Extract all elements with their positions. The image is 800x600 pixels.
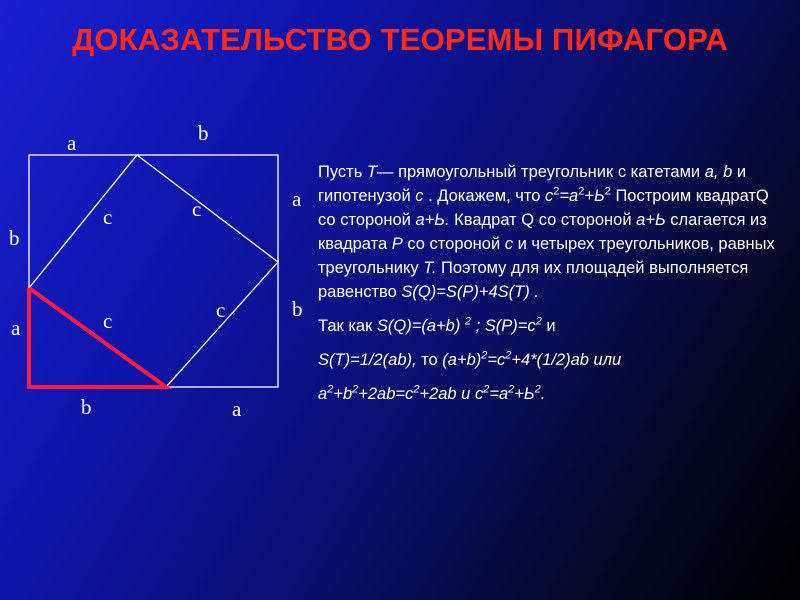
text-run: ; S(P)=c [471, 317, 536, 335]
text-run: и гипотенузой [318, 163, 747, 205]
superscript: 2 [413, 383, 420, 396]
proof-paragraph-2 [318, 314, 788, 338]
text-run: c [504, 235, 514, 253]
text-run: a, b [704, 163, 733, 181]
superscript: 2 [505, 349, 512, 362]
proof-paragraph-3 [318, 348, 788, 372]
text-run: Квадрат Q со стороной [449, 211, 637, 229]
text-run: S(T)=1/2(ab), [318, 351, 417, 369]
superscript: 2 [508, 383, 515, 396]
text-run: Построим квадратQ со стороной [318, 187, 769, 229]
label-top-b: b [198, 121, 209, 145]
text-run: +2ab=c [358, 385, 414, 403]
text-run: и четырех треугольников, равных треугольнику [318, 235, 775, 277]
label-c-top-right: c [192, 197, 202, 221]
superscript: 2 [483, 383, 490, 396]
text-run: =c [487, 351, 506, 369]
superscript: 2 [535, 315, 542, 328]
superscript: 2 [604, 185, 611, 198]
superscript: 2 [481, 349, 488, 362]
text-run: то [416, 351, 443, 369]
text-run: =a [489, 385, 509, 403]
label-left-b: b [9, 226, 20, 250]
text-run: a+Ь [636, 211, 666, 229]
text-run: +4*(1/2)ab или [511, 351, 622, 369]
text-run: T. [423, 259, 437, 277]
text-run: и [541, 317, 556, 335]
figure-drawing [0, 0, 320, 600]
superscript: 2 [534, 383, 541, 396]
text-run: S(Q)=S(P)+4S(T) . [401, 283, 539, 301]
text-run: . Докажем, что [423, 187, 546, 205]
text-run: T [366, 163, 378, 181]
proof-paragraph-4 [318, 382, 788, 406]
label-c-bottom-right: c [216, 298, 226, 322]
text-run: со стороной [402, 235, 505, 253]
text-run: P [391, 235, 403, 253]
label-right-b: b [292, 297, 303, 321]
text-run: +b [333, 385, 353, 403]
text-run: c [415, 187, 424, 205]
text-run: a [318, 385, 328, 403]
label-right-a: a [292, 187, 302, 211]
proof-paragraph-1 [318, 160, 788, 304]
text-run: +2ab и c [419, 385, 484, 403]
label-top-a: a [67, 131, 77, 155]
text-run: =a [559, 187, 579, 205]
label-c-top-left: c [103, 205, 113, 229]
slide-title: ДОКАЗАТЕЛЬСТВО ТЕОРЕМЫ ПИФАГОРА [72, 22, 728, 57]
text-run: S(Q)=(a+b) [376, 317, 465, 335]
superscript: 2 [553, 185, 560, 198]
inner-square-P [29, 155, 278, 387]
label-bottom-b: b [81, 395, 92, 419]
label-left-a: a [11, 316, 21, 340]
superscript: 2 [327, 383, 334, 396]
text-run: Пусть [318, 163, 367, 181]
label-c-bottom-left: c [103, 309, 113, 333]
text-run: Так как [318, 317, 377, 335]
superscript: 2 [352, 383, 359, 396]
proof-text [318, 160, 788, 416]
text-run: . [540, 385, 546, 403]
outer-square-Q [29, 155, 278, 387]
text-run: (a+b) [442, 351, 482, 369]
text-run: a+Ь. [415, 211, 450, 229]
pythagoras-figure [0, 0, 320, 600]
text-run: +Ь [514, 385, 535, 403]
label-bottom-a: a [232, 397, 242, 421]
text-run: — прямоугольный треугольник с катетами [377, 163, 705, 181]
highlight-triangle-T [29, 288, 166, 387]
text-run: +Ь [584, 187, 605, 205]
text-run: слагается из квадрата [318, 211, 767, 253]
text-run: Поэтому для их площадей выполняется равенство [318, 259, 749, 301]
superscript: 2 [578, 185, 585, 198]
text-run: c [545, 187, 554, 205]
superscript: 2 [464, 315, 472, 328]
